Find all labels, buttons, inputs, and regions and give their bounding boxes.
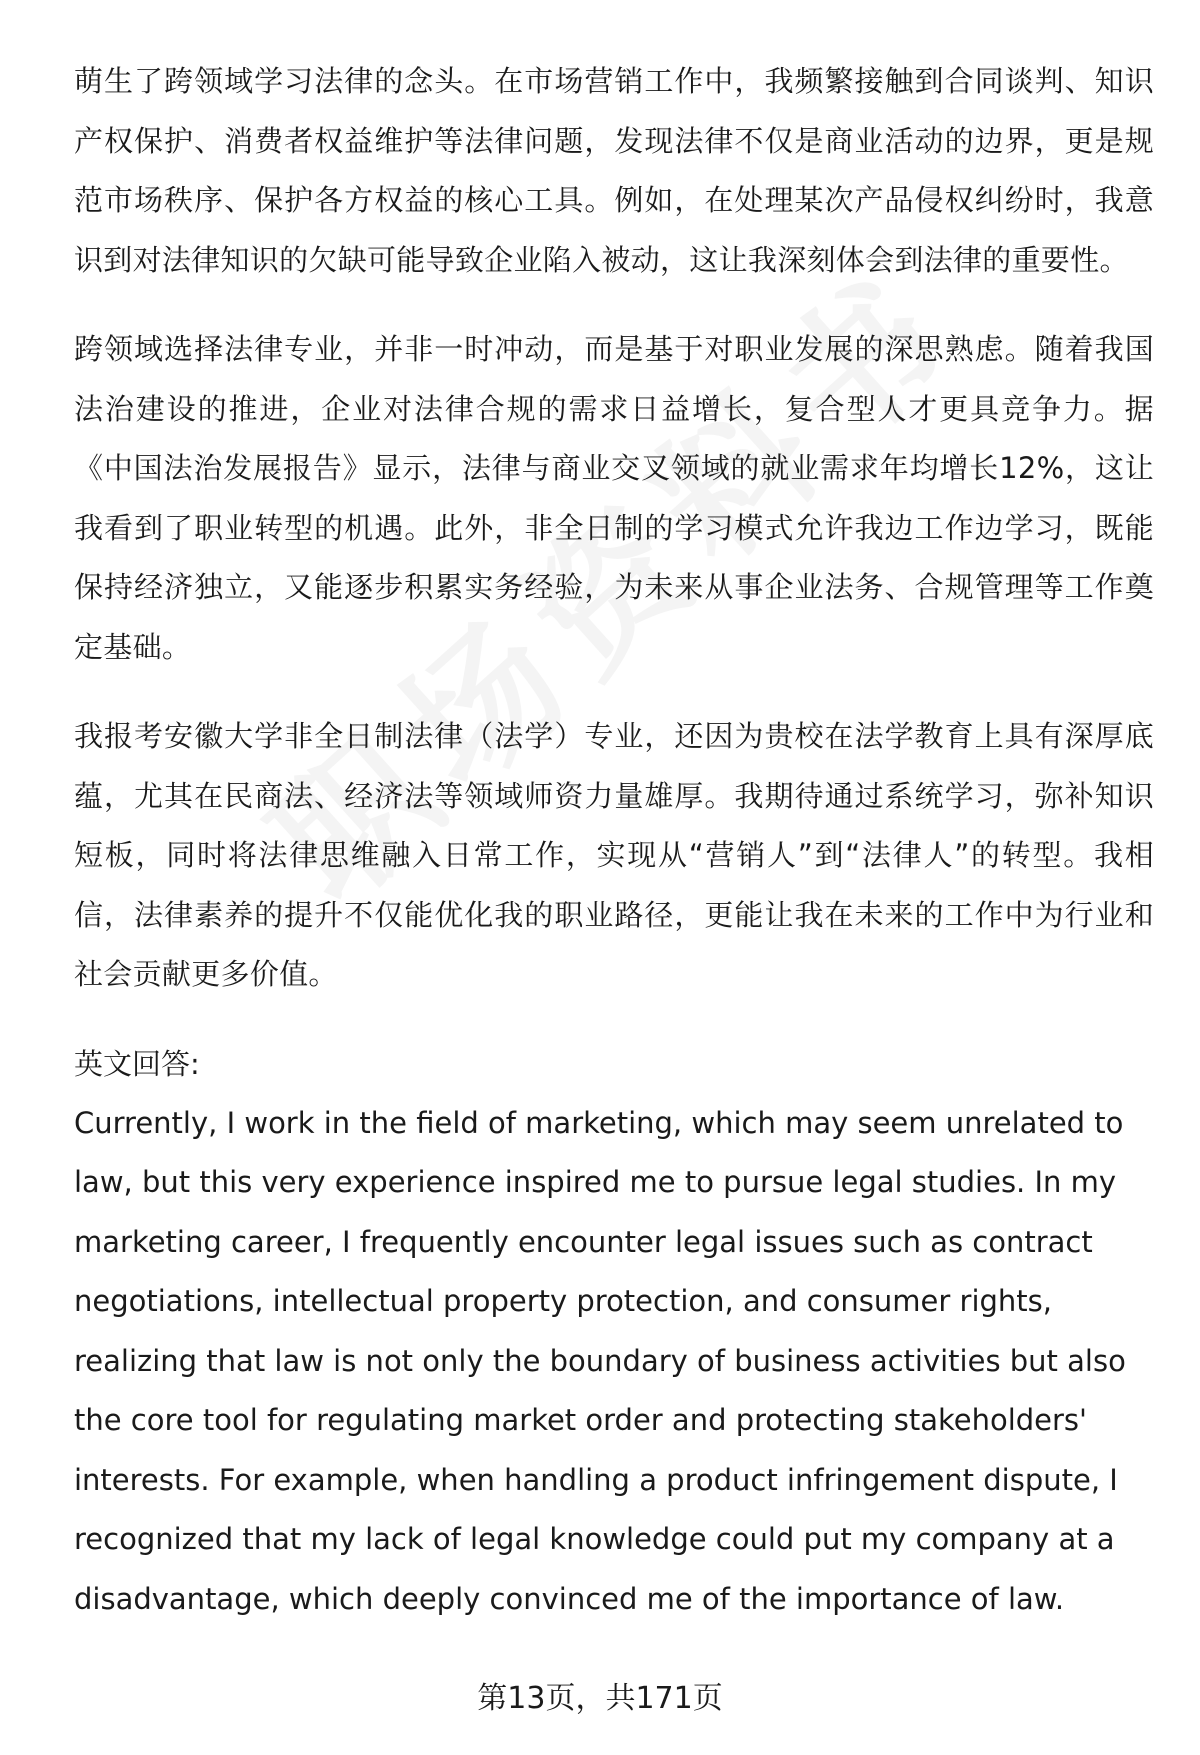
english-answer-text: Currently, I work in the field of marketing, which may seem unrelated to law, but this very experience inspired me to pursue legal studies. In my marketing career, I frequently encounter legal issues such as contract negotiations, intellectual property protection, and consumer rights, realizing that law is not only the boundary of business activities but also the core tool for regulating market order and protecting stakeholders' interests. For example, when handling a product infringement dispute, I recognized that my lack of legal knowledge could put my company at a disadvantage, which deeply convinced me of the importance of law.: [74, 1105, 1126, 1616]
english-answer-label: 英文回答:: [74, 1046, 200, 1081]
paragraph-3: 我报考安徽大学非全日制法律（法学）专业，还因为贵校在法学教育上具有深厚底蕴，尤其在民商法、经济法等领域师资力量雄厚。我期待通过系统学习，弥补知识短板，同时将法律思维融入日常工作，实现从“营销人”到“法律人”的转型。我相信，法律素养的提升不仅能优化我的职业路径，更能让我在未来的工作中为行业和社会贡献更多价值。: [74, 719, 1154, 991]
document-body: [74, 52, 1154, 1629]
page-number: 第13页，共171页: [477, 1681, 723, 1716]
paragraph-2: 跨领域选择法律专业，并非一时冲动，而是基于对职业发展的深思熟虑。随着我国法治建设的推进，企业对法律合规的需求日益增长，复合型人才更具竞争力。据《中国法治发展报告》显示，法律与商业交叉领域的就业需求年均增长12%，这让我看到了职业转型的机遇。此外，非全日制的学习模式允许我边工作边学习，既能保持经济独立，又能逐步积累实务经验，为未来从事企业法务、合规管理等工作奠定基础。: [74, 332, 1154, 664]
paragraph-1: 萌生了跨领域学习法律的念头。在市场营销工作中，我频繁接触到合同谈判、知识产权保护、消费者权益维护等法律问题，发现法律不仅是商业活动的边界，更是规范市场秩序、保护各方权益的核心工具。例如，在处理某次产品侵权纠纷时，我意识到对法律知识的欠缺可能导致企业陷入被动，这让我深刻体会到法律的重要性。: [74, 64, 1154, 277]
